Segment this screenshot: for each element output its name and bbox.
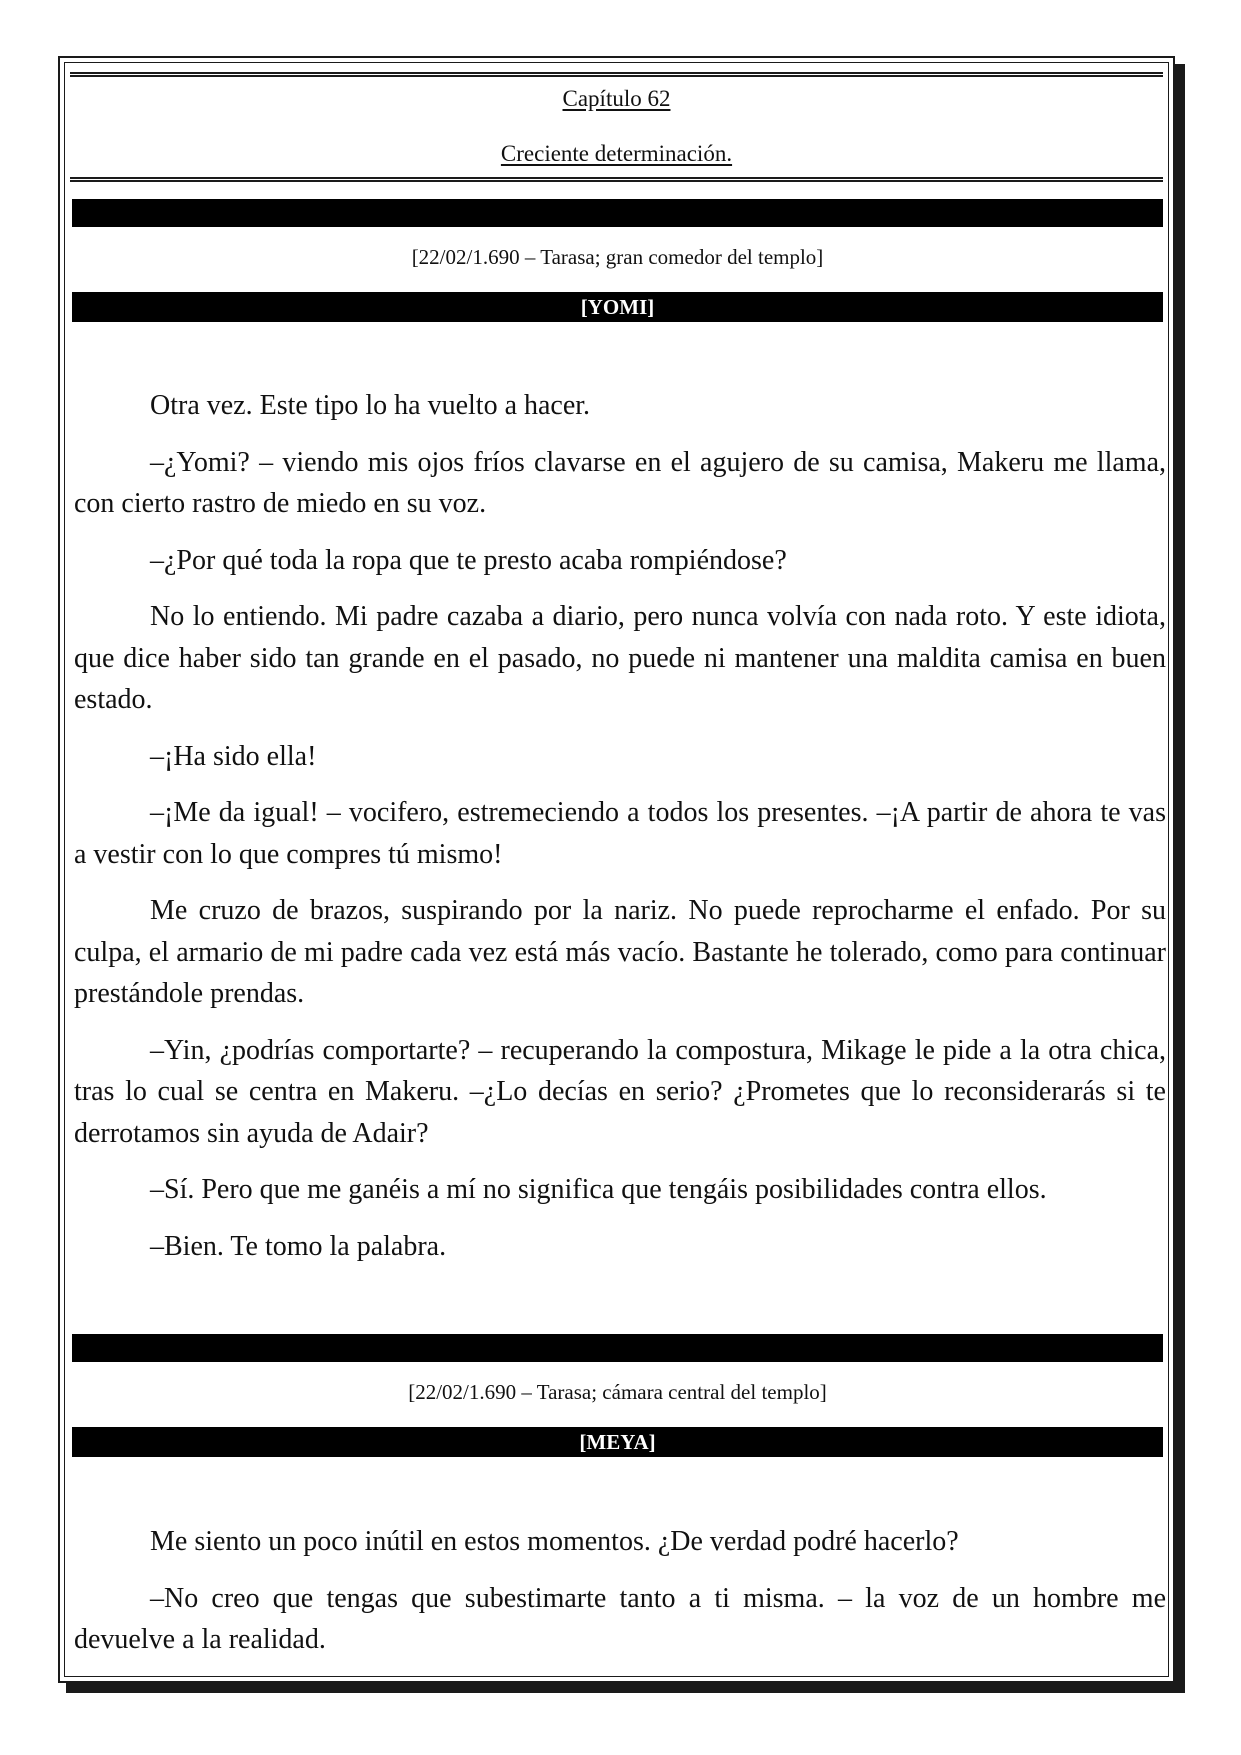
- paragraph: Me cruzo de brazos, suspirando por la nariz. No puede reprocharme el enfado. Por su culpa, el armario de mi padre cada vez está más vacío. Bastante he tolerado, como para continuar prestándole prendas.: [74, 895, 1166, 1009]
- chapter-number-text: Capítulo 62: [562, 86, 671, 111]
- paragraph: Otra vez. Este tipo lo ha vuelto a hacer.: [150, 390, 591, 421]
- paragraph: –Sí. Pero que me ganéis a mí no significa que tengáis posibilidades contra ellos.: [150, 1174, 1047, 1205]
- pov-bar: [MEYA]: [72, 1427, 1163, 1457]
- paragraph: No lo entiendo. Mi padre cazaba a diario, pero nunca volvía con nada roto. Y este idiota, que dice haber sido tan grande en el pasado, no puede ni mantener una maldita camisa en buen estado.: [74, 601, 1166, 715]
- chapter-title: [70, 141, 1163, 167]
- scene-2-prose: [74, 1521, 1166, 1676]
- paragraph: –¿Por qué toda la ropa que te presto acaba rompiéndose?: [150, 544, 787, 576]
- paragraph: –¡Me da igual! – vocifero, estremeciendo a todos los presentes. –¡A partir de ahora te vas a vestir con lo que compres tú mismo!: [74, 797, 1166, 870]
- chapter-number: [70, 86, 1163, 112]
- paragraph: –Yin, ¿podrías comportarte? – recuperando la compostura, Mikage le pide a la otra chica, tras lo cual se centra en Makeru. –¿Lo decías en serio? ¿Prometes que lo reconsiderarás si te derrotamos sin ayuda de Adair?: [74, 1034, 1166, 1149]
- scene-divider-bar: [72, 199, 1163, 227]
- paragraph: –¡Ha sido ella!: [150, 740, 317, 772]
- chapter-title-text: Creciente determinación.: [500, 141, 733, 166]
- paragraph: –No creo que tengas que subestimarte tanto a ti misma. – la voz de un hombre me devuelve a la realidad.: [74, 1582, 1166, 1655]
- paragraph: –Bien. Te tomo la palabra.: [150, 1230, 447, 1262]
- header-bottom-rule: [70, 177, 1163, 182]
- scene-meta: [22/02/1.690 – Tarasa; cámara central del templo]: [408, 1380, 827, 1404]
- header-top-rule: [70, 72, 1163, 77]
- scene-divider-bar: [72, 1334, 1163, 1362]
- paragraph: –¿Yomi? – viendo mis ojos fríos clavarse en el agujero de su camisa, Makeru me llama, con cierto rastro de miedo en su voz.: [74, 446, 1166, 519]
- pov-bar: [YOMI]: [72, 292, 1163, 322]
- scene-meta: [22/02/1.690 – Tarasa; gran comedor del templo]: [411, 245, 824, 269]
- paragraph: Me siento un poco inútil en estos momentos. ¿De verdad podré hacerlo?: [150, 1526, 959, 1557]
- scene-1-prose: [74, 385, 1166, 1282]
